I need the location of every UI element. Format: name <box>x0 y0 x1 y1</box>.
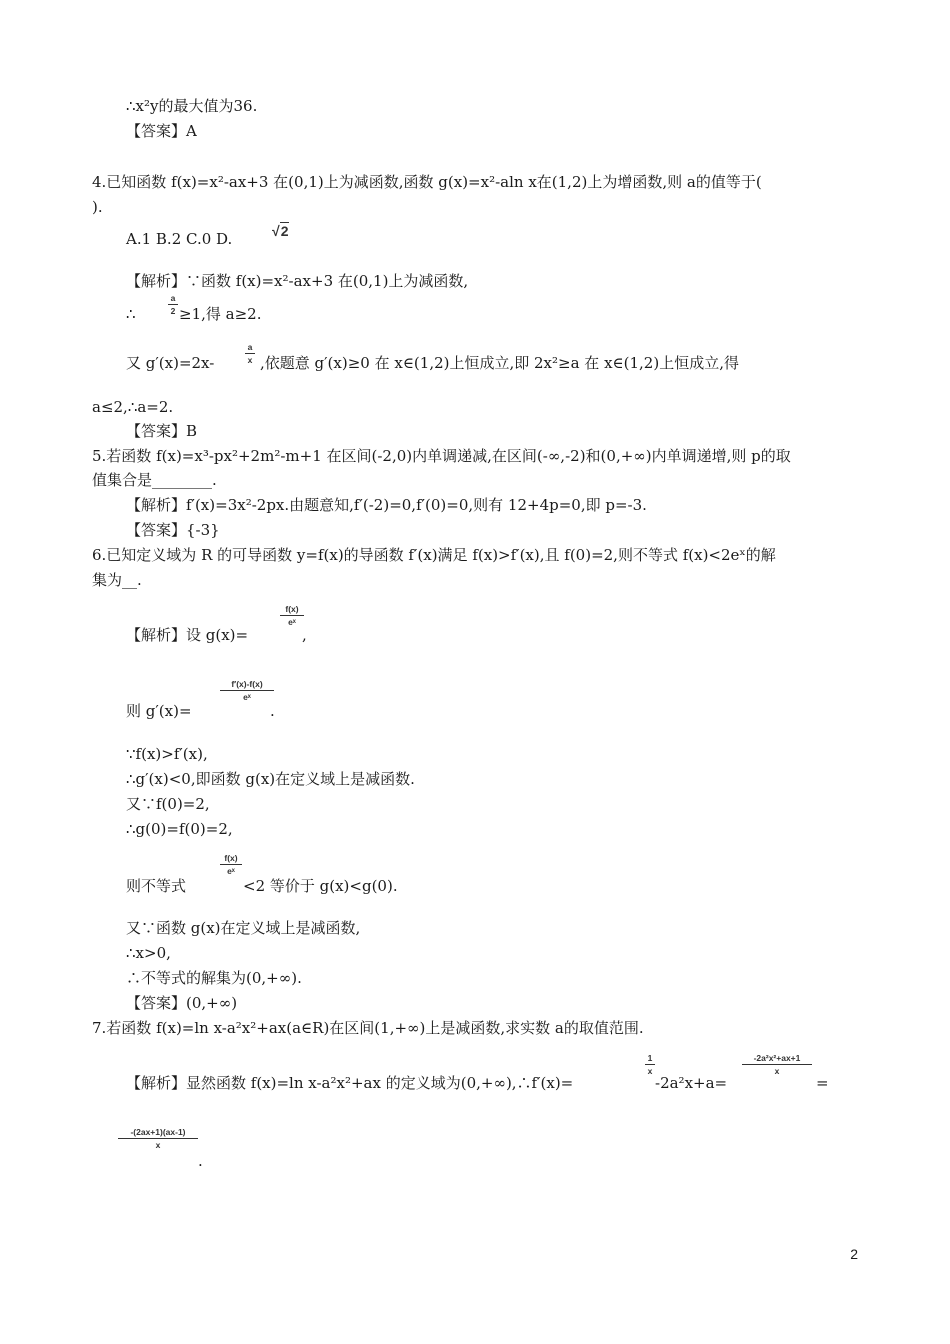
sqrt-2-option: √2 <box>272 223 289 239</box>
fraction-a-over-x <box>245 342 255 365</box>
question-5: 5.若函数 f(x)=x³-px²+2m²-m+1 在区间(-2,0)内单调递减,在区间(-∞,-2)和(0,+∞)内单调递增,则 p的取 <box>92 447 791 465</box>
sqrt-2-radicand: 2 <box>280 223 289 239</box>
frac-den: x <box>247 355 253 365</box>
solution-7-line1a: 【解析】显然函数 f(x)=ln x-a²x²+ax 的定义域为(0,+∞),∴f′(x)= <box>126 1074 574 1092</box>
solution-4-line1: 【解析】∵函数 f(x)=x²-ax+3 在(0,1)上为减函数, <box>126 272 469 290</box>
fraction-polynomial <box>742 1053 812 1076</box>
solution-4-line2b: ≥1,得 a≥2. <box>179 305 262 323</box>
frac-num: -(2ax+1)(ax-1) <box>130 1127 186 1137</box>
frac-den: x <box>647 1066 653 1076</box>
question-7: 7.若函数 f(x)=ln x-a²x²+ax(a∈R)在区间(1,+∞)上是减函数,求实数 a的取值范围. <box>92 1019 644 1037</box>
fraction-fx-over-ex <box>280 604 304 627</box>
page-number: 2 <box>850 1246 858 1262</box>
frac-num: 1 <box>647 1053 653 1063</box>
solution-6-line2a: 则 g′(x)= <box>126 702 192 720</box>
fraction-derivative <box>220 679 274 702</box>
frac-num: f(x) <box>224 853 238 863</box>
solution-6-line10: ∴不等式的解集为(0,+∞). <box>126 969 302 987</box>
question-6: 6.已知定义域为 R 的可导函数 y=f(x)的导函数 f′(x)满足 f(x)>f′(x),且 f(0)=2,则不等式 f(x)<2eˣ的解 <box>92 546 776 564</box>
frac-num: a <box>170 293 176 303</box>
frac-den: eˣ <box>288 617 296 627</box>
answer-3: 【答案】A <box>126 122 197 140</box>
fraction-a-over-2 <box>168 293 178 316</box>
frac-den: x <box>774 1066 780 1076</box>
solution-6-line1b: , <box>302 626 307 644</box>
solution-6-line2b: . <box>270 702 275 720</box>
question-4: 4.已知函数 f(x)=x²-ax+3 在(0,1)上为减函数,函数 g(x)=x²-aln x在(1,2)上为增函数,则 a的值等于( <box>92 173 762 191</box>
solution-6-line4: ∴g′(x)<0,即函数 g(x)在定义域上是减函数. <box>126 770 415 788</box>
solution-4-line3a: 又 g′(x)=2x- <box>126 354 215 372</box>
answer-4: 【答案】B <box>126 422 198 440</box>
solution-6-line7a: 则不等式 <box>126 877 187 895</box>
frac-num: -2a²x²+ax+1 <box>753 1053 801 1063</box>
solution-4-line4: a≤2,∴a=2. <box>92 398 174 416</box>
solution-6-line1a: 【解析】设 g(x)= <box>126 626 249 644</box>
frac-den: 2 <box>170 306 176 316</box>
frac-den: x <box>155 1140 161 1150</box>
solution-6-line5: 又∵f(0)=2, <box>126 795 210 813</box>
solution-6-line3: ∵f(x)>f′(x), <box>126 745 208 763</box>
solution-6-line7b: <2 等价于 g(x)<g(0). <box>243 877 398 895</box>
frac-den: eˣ <box>227 866 235 876</box>
solution-7-line1b: -2a²x+a= <box>655 1074 728 1092</box>
question-5-cont: 值集合是________. <box>92 471 217 489</box>
solution-6-line9: ∴x>0, <box>126 944 171 962</box>
frac-num: f(x) <box>285 604 299 614</box>
frac-den: eˣ <box>243 692 251 702</box>
solution-5: 【解析】f′(x)=3x²-2px.由题意知,f′(-2)=0,f′(0)=0,则有 12+4p=0,即 p=-3. <box>126 496 647 514</box>
solution-6-line6: ∴g(0)=f(0)=2, <box>126 820 233 838</box>
answer-5: 【答案】{-3} <box>126 521 220 539</box>
solution-6-line8: 又∵函数 g(x)在定义域上是减函数, <box>126 919 361 937</box>
question-6-cont: 集为__. <box>92 571 142 589</box>
answer-6: 【答案】(0,+∞) <box>126 994 238 1012</box>
solution-4-line2a: ∴ <box>126 305 136 323</box>
frac-num: a <box>247 342 253 352</box>
fraction-factored <box>118 1127 198 1150</box>
solution-7-line1c: = <box>816 1074 829 1092</box>
question-4-options: A.1 B.2 C.0 D. <box>126 230 233 248</box>
solution-7-line2: . <box>198 1152 203 1170</box>
solution-4-line3b: ,依题意 g′(x)≥0 在 x∈(1,2)上恒成立,即 2x²≥a 在 x∈(1,2)上恒成立,得 <box>260 354 739 372</box>
frac-num: f′(x)-f(x) <box>231 679 263 689</box>
fraction-fx-over-ex-2 <box>220 853 242 876</box>
question-4-cont: ). <box>92 198 103 216</box>
line-max-value: ∴x²y的最大值为36. <box>126 97 258 115</box>
fraction-1-over-x <box>645 1053 655 1076</box>
